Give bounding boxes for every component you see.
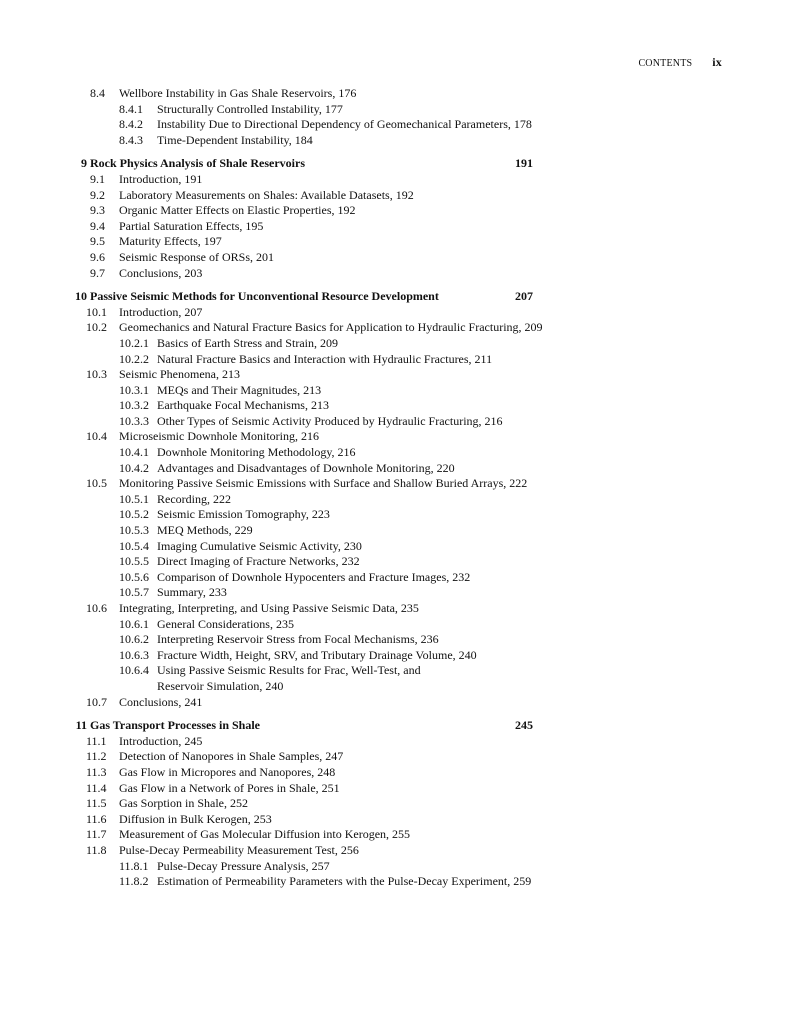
entry-number: 10.2.2 — [119, 351, 149, 366]
entry-number: 10.3.3 — [119, 413, 149, 428]
entry-number: 10.5.2 — [119, 507, 149, 522]
toc-section-entry — [0, 203, 791, 219]
entry-number: 9 — [81, 156, 87, 171]
entry-title: Advantages and Disadvantages of Downhole Monitoring, 220 — [157, 460, 455, 475]
entry-title: Seismic Response of ORSs, 201 — [119, 249, 275, 264]
toc-subsection-entry — [0, 570, 791, 586]
entry-number: 11.8.2 — [119, 874, 149, 889]
entry-title: Direct Imaging of Fracture Networks, 232 — [157, 554, 360, 569]
running-header — [638, 55, 722, 70]
entry-number: 11.3 — [86, 764, 107, 779]
entry-title: Structurally Controlled Instability, 177 — [157, 101, 343, 116]
toc-section-entry — [0, 781, 791, 797]
toc-subsection-entry — [0, 648, 791, 664]
entry-title: Partial Saturation Effects, 195 — [119, 218, 264, 233]
toc-section-entry — [0, 476, 791, 492]
entry-title: Wellbore Instability in Gas Shale Reservoirs, 176 — [119, 86, 357, 100]
entry-title: Gas Sorption in Shale, 252 — [119, 796, 248, 811]
entry-title: Conclusions, 241 — [119, 694, 203, 709]
toc-section-entry — [0, 234, 791, 250]
entry-title: Summary, 233 — [157, 585, 227, 600]
toc-section-entry — [0, 812, 791, 828]
toc-section-entry — [0, 250, 791, 266]
entry-title: Microseismic Downhole Monitoring, 216 — [119, 429, 319, 444]
entry-number: 10.5.5 — [119, 554, 149, 569]
toc-subsection-entry — [0, 585, 791, 601]
entry-number: 10.5.1 — [119, 491, 149, 506]
toc-subsection-entry — [0, 663, 791, 679]
entry-number: 10.6.3 — [119, 647, 149, 662]
toc-subsection-entry — [0, 133, 791, 149]
page-number: ix — [712, 55, 722, 69]
entry-title: Gas Flow in Micropores and Nanopores, 248 — [119, 764, 336, 779]
toc-section-entry — [0, 188, 791, 204]
entry-number: 11.2 — [86, 749, 107, 764]
entry-title: Seismic Phenomena, 213 — [119, 367, 240, 382]
toc-subsection-entry — [0, 352, 791, 368]
entry-title: Recording, 222 — [157, 491, 231, 506]
entry-title: Conclusions, 203 — [119, 265, 203, 280]
toc-subsection-entry — [0, 523, 791, 539]
entry-title: Monitoring Passive Seismic Emissions with Surface and Shallow Buried Arrays, 222 — [119, 476, 528, 491]
entry-title: Organic Matter Effects on Elastic Properties, 192 — [119, 203, 356, 218]
entry-title: Downhole Monitoring Methodology, 216 — [157, 445, 356, 460]
entry-number: 9.2 — [90, 187, 105, 202]
toc-subsection-entry — [0, 554, 791, 570]
entry-title: Pulse-Decay Pressure Analysis, 257 — [157, 858, 330, 873]
entry-number: 10.6.1 — [119, 616, 149, 631]
entry-title: Other Types of Seismic Activity Produced by Hydraulic Fracturing, 216 — [157, 413, 503, 428]
entry-title: Gas Transport Processes in Shale — [90, 718, 261, 733]
toc-subsection-entry — [0, 507, 791, 523]
toc-subsection-entry — [0, 874, 791, 890]
entry-number: 10.6 — [86, 601, 107, 615]
entry-title: Earthquake Focal Mechanisms, 213 — [157, 398, 329, 413]
entry-number: 9.6 — [90, 249, 105, 264]
toc-chapter-entry — [0, 289, 791, 305]
toc-subsection-entry — [0, 492, 791, 508]
entry-number: 9.5 — [90, 234, 105, 249]
entry-number: 10.5.7 — [119, 585, 149, 600]
entry-title: MEQ Methods, 229 — [157, 523, 253, 538]
entry-number: 10.5.6 — [119, 569, 149, 584]
entry-number: 10.6.2 — [119, 632, 149, 647]
entry-title: Estimation of Permeability Parameters with the Pulse-Decay Experiment, 259 — [157, 874, 532, 889]
toc-section-entry — [0, 601, 791, 617]
entry-number: 9.3 — [90, 203, 105, 218]
entry-title: Reservoir Simulation, 240 — [157, 678, 284, 693]
entry-title: Interpreting Reservoir Stress from Focal Mechanisms, 236 — [157, 632, 439, 647]
entry-title: Basics of Earth Stress and Strain, 209 — [157, 335, 338, 350]
entry-title: Measurement of Gas Molecular Diffusion into Kerogen, 255 — [119, 827, 411, 842]
entry-number: 10.5 — [86, 476, 107, 491]
entry-number: 11.8 — [86, 842, 107, 857]
toc-section-entry — [0, 796, 791, 812]
entry-number: 10.2 — [86, 320, 107, 335]
entry-number: 10.7 — [86, 694, 107, 709]
toc-section-entry — [0, 765, 791, 781]
toc-section-entry — [0, 695, 791, 711]
entry-title: Comparison of Downhole Hypocenters and Fracture Images, 232 — [157, 569, 471, 584]
table-of-contents — [0, 86, 791, 890]
entry-title: Maturity Effects, 197 — [119, 234, 222, 249]
entry-title: Introduction, 245 — [119, 733, 203, 748]
toc-subsection-entry — [0, 414, 791, 430]
entry-title: Introduction, 191 — [119, 171, 203, 186]
entry-title: Integrating, Interpreting, and Using Passive Seismic Data, 235 — [119, 601, 419, 615]
toc-subsection-entry — [0, 336, 791, 352]
entry-number: 10.4.2 — [119, 460, 149, 475]
entry-number: 11.1 — [86, 733, 107, 748]
entry-title: Seismic Emission Tomography, 223 — [157, 507, 330, 522]
toc-section-entry — [0, 320, 791, 336]
entry-title: Imaging Cumulative Seismic Activity, 230 — [157, 538, 362, 553]
entry-title: Diffusion in Bulk Kerogen, 253 — [119, 811, 272, 826]
entry-number: 10.3.2 — [119, 398, 149, 413]
entry-number: 9.7 — [90, 265, 105, 280]
toc-continuation-entry — [0, 679, 791, 695]
entry-number: 10.4 — [86, 429, 107, 444]
entry-number: 10.4.1 — [119, 445, 149, 460]
toc-section-entry — [0, 86, 791, 102]
entry-title: Instability Due to Directional Dependency of Geomechanical Parameters, 178 — [157, 117, 532, 132]
toc-section-entry — [0, 305, 791, 321]
entry-title: Passive Seismic Methods for Unconventional Resource Development — [90, 289, 439, 304]
toc-section-entry — [0, 172, 791, 188]
entry-title: Rock Physics Analysis of Shale Reservoirs — [90, 156, 306, 171]
entry-number: 11.4 — [86, 780, 107, 795]
toc-subsection-entry — [0, 383, 791, 399]
toc-section-entry — [0, 266, 791, 282]
toc-section-entry — [0, 749, 791, 765]
toc-subsection-entry — [0, 445, 791, 461]
entry-title: Laboratory Measurements on Shales: Available Datasets, 192 — [119, 187, 414, 202]
toc-subsection-entry — [0, 539, 791, 555]
entry-title: Gas Flow in a Network of Pores in Shale, 251 — [119, 780, 340, 795]
entry-number: 11.7 — [86, 827, 107, 842]
toc-subsection-entry — [0, 461, 791, 477]
entry-number: 10.1 — [86, 304, 107, 319]
entry-page: 207 — [515, 289, 533, 304]
toc-section-entry — [0, 429, 791, 445]
toc-chapter-entry — [0, 718, 791, 734]
entry-number: 10.5.4 — [119, 538, 149, 553]
toc-subsection-entry — [0, 859, 791, 875]
entry-page: 191 — [515, 156, 533, 171]
entry-title: Pulse-Decay Permeability Measurement Test, 256 — [119, 842, 359, 857]
toc-section-entry — [0, 843, 791, 859]
entry-number: 10.5.3 — [119, 523, 149, 538]
toc-chapter-entry — [0, 156, 791, 172]
entry-number: 9.1 — [90, 171, 105, 186]
toc-subsection-entry — [0, 102, 791, 118]
entry-number: 8.4.3 — [119, 132, 143, 147]
entry-number: 11.6 — [86, 811, 107, 826]
entry-number: 9.4 — [90, 218, 105, 233]
entry-title: Using Passive Seismic Results for Frac, Well-Test, and — [157, 663, 421, 678]
toc-subsection-entry — [0, 617, 791, 633]
entry-number: 8.4.2 — [119, 117, 143, 132]
entry-title: Geomechanics and Natural Fracture Basics for Application to Hydraulic Fracturing, 209 — [119, 320, 543, 335]
entry-page: 245 — [515, 718, 533, 733]
entry-title: MEQs and Their Magnitudes, 213 — [157, 382, 322, 397]
toc-section-entry — [0, 219, 791, 235]
toc-subsection-entry — [0, 632, 791, 648]
entry-number: 11.5 — [86, 796, 107, 811]
toc-section-entry — [0, 367, 791, 383]
entry-number: 8.4 — [90, 86, 105, 100]
toc-subsection-entry — [0, 117, 791, 133]
entry-number: 11.8.1 — [119, 858, 149, 873]
entry-number: 10 — [75, 289, 87, 304]
entry-title: General Considerations, 235 — [157, 616, 294, 631]
entry-number: 10.3.1 — [119, 382, 149, 397]
entry-title: Time-Dependent Instability, 184 — [157, 132, 313, 147]
entry-number: 10.2.1 — [119, 335, 149, 350]
entry-title: Natural Fracture Basics and Interaction with Hydraulic Fractures, 211 — [157, 351, 493, 366]
toc-section-entry — [0, 827, 791, 843]
entry-number: 8.4.1 — [119, 101, 143, 116]
entry-title: Introduction, 207 — [119, 304, 203, 319]
header-label: CONTENTS — [638, 58, 693, 69]
entry-number: 11 — [75, 718, 87, 733]
entry-number: 10.3 — [86, 367, 107, 382]
entry-title: Detection of Nanopores in Shale Samples, 247 — [119, 749, 344, 764]
toc-subsection-entry — [0, 398, 791, 414]
toc-section-entry — [0, 734, 791, 750]
entry-number: 10.6.4 — [119, 663, 149, 678]
entry-title: Fracture Width, Height, SRV, and Tributary Drainage Volume, 240 — [157, 647, 477, 662]
